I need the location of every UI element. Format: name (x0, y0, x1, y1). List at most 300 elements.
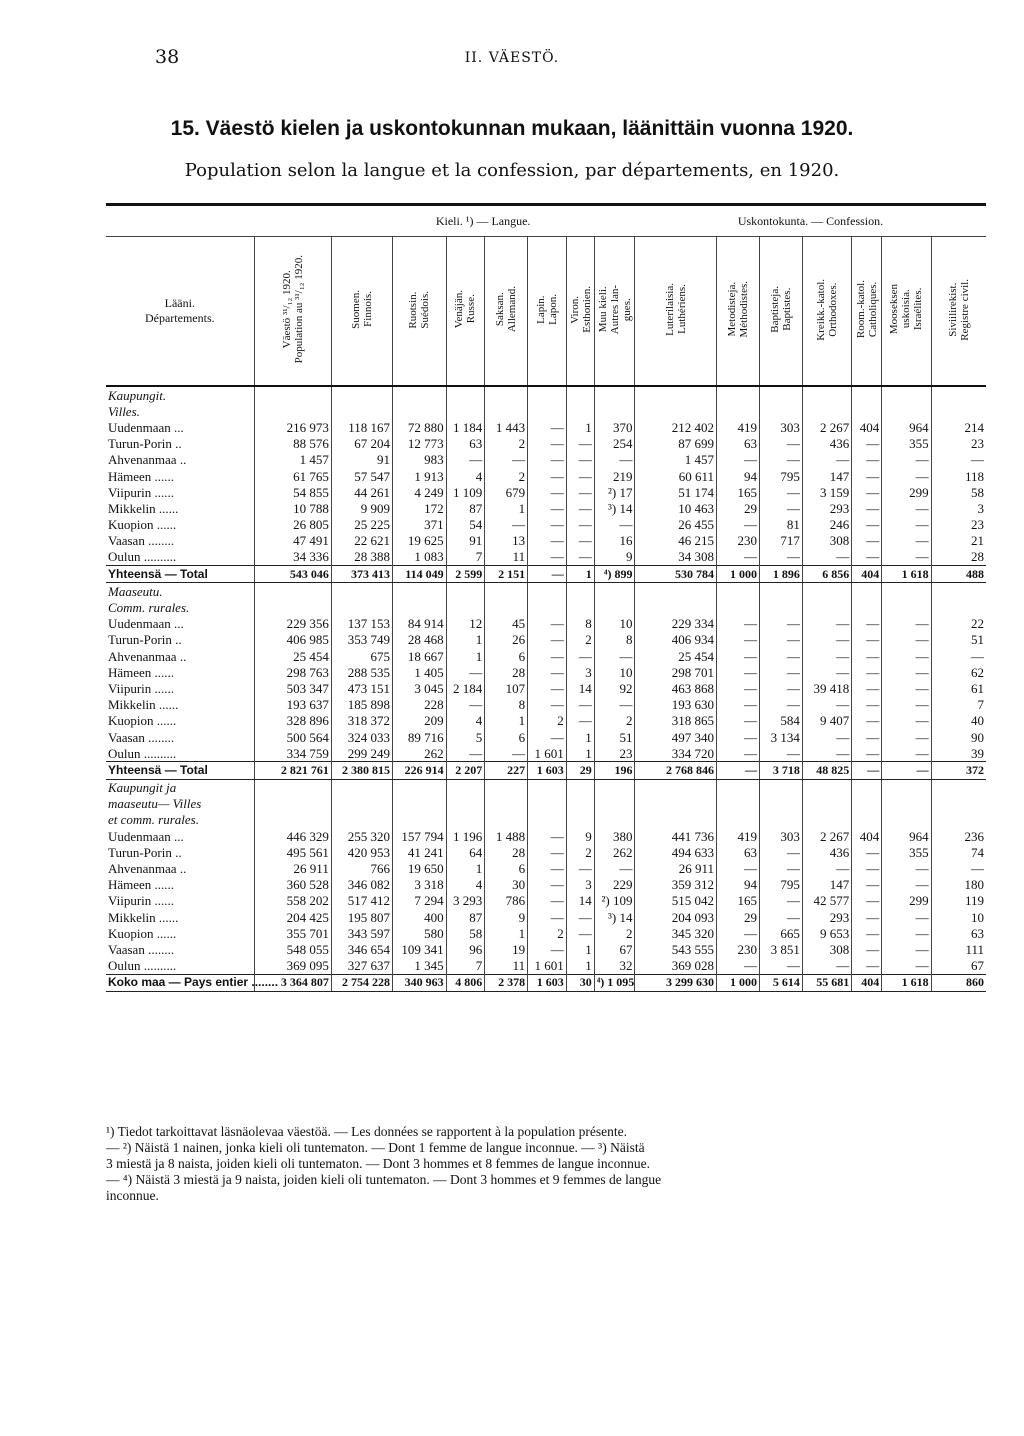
table-cell: 3 718 (759, 762, 802, 779)
row-label: Oulun .......... (108, 958, 177, 974)
table-cell: 63 (446, 436, 485, 452)
table-cell: — (528, 909, 567, 925)
table-cell: — (759, 860, 802, 876)
table-cell: — (759, 549, 802, 566)
table-cell: 230 (717, 941, 760, 957)
table-cell: 28 (485, 664, 528, 680)
row-label: Uudenmaan ... (108, 828, 184, 844)
table-cell: 165 (717, 484, 760, 500)
table-cell: 497 340 (635, 729, 717, 745)
table-cell: 404 (852, 419, 882, 435)
table-cell: 54 855 (254, 484, 331, 500)
table-cell: — (717, 860, 760, 876)
table-cell: 419 (717, 419, 760, 435)
table-cell: — (852, 632, 882, 648)
table-cell: — (882, 533, 931, 549)
footnote-line: inconnue. (106, 1188, 159, 1203)
table-cell: 32 (594, 958, 635, 975)
table-cell: 679 (485, 484, 528, 500)
table-cell: 1 (566, 419, 594, 435)
table-cell: — (802, 958, 851, 975)
col-header-civil-register: Siviilirekist. Registre civil. (931, 237, 986, 387)
table-cell: 72 880 (392, 419, 446, 435)
table-row (106, 909, 986, 925)
table-row (106, 745, 986, 762)
table-cell: — (852, 713, 882, 729)
section-heading-row (106, 386, 986, 403)
table-row (106, 925, 986, 941)
table-cell: 353 749 (331, 632, 392, 648)
table-cell: 44 261 (331, 484, 392, 500)
table-cell: 795 (759, 468, 802, 484)
table-cell: 3 299 630 (635, 974, 717, 991)
table-cell: 26 805 (254, 517, 331, 533)
table-cell: — (852, 745, 882, 762)
table-cell: 1 109 (446, 484, 485, 500)
table-cell: 463 868 (635, 680, 717, 696)
table-row (106, 452, 986, 468)
table-cell: 373 413 (331, 566, 392, 583)
table-cell: 340 963 (392, 974, 446, 991)
table-cell: — (882, 549, 931, 566)
table-cell: 324 033 (331, 729, 392, 745)
laani-label: Lääni. (164, 296, 195, 310)
table-cell: 118 (931, 468, 986, 484)
table-cell: — (852, 500, 882, 516)
table-cell: 12 773 (392, 436, 446, 452)
col-header-jewish: Mooseksen uskoisia. Israélites. (882, 237, 931, 387)
table-cell: — (852, 729, 882, 745)
section-heading: Villes. (108, 403, 140, 419)
table-cell: 3 (566, 877, 594, 893)
table-cell: — (566, 860, 594, 876)
row-label: Yhteensä — Total (106, 566, 254, 583)
row-label: Ahvenanmaa .. (108, 452, 187, 468)
table-cell: 786 (485, 893, 528, 909)
table-cell: 1 (446, 860, 485, 876)
table-cell: — (759, 616, 802, 632)
table-cell: 246 (802, 517, 851, 533)
table-cell: 1 488 (485, 828, 528, 844)
col-header-estonian: Viron. Esthonien. (566, 237, 594, 387)
table-row (106, 648, 986, 664)
table-cell: 81 (759, 517, 802, 533)
table-cell: 39 (931, 745, 986, 762)
table-cell: 517 412 (331, 893, 392, 909)
table-cell: 303 (759, 419, 802, 435)
table-cell: 1 (446, 648, 485, 664)
table-cell: — (802, 697, 851, 713)
table-cell: — (852, 533, 882, 549)
table-cell: — (759, 909, 802, 925)
table-cell: 1 000 (717, 566, 760, 583)
table-row (106, 941, 986, 957)
table-cell: — (528, 436, 567, 452)
table-cell: — (882, 909, 931, 925)
table-cell: 2 599 (446, 566, 485, 583)
table-cell: 406 934 (635, 632, 717, 648)
table-cell: — (802, 632, 851, 648)
table-cell: 343 597 (331, 925, 392, 941)
table-cell: 55 681 (802, 974, 851, 991)
table-cell: 334 759 (254, 745, 331, 762)
row-label: Hämeen ...... (108, 664, 175, 680)
table-cell: 91 (331, 452, 392, 468)
table-cell: 404 (852, 566, 882, 583)
table-cell: — (802, 452, 851, 468)
table-cell: — (882, 616, 931, 632)
table-cell: 1 (566, 745, 594, 762)
table-cell: 500 564 (254, 729, 331, 745)
table-cell: 9 909 (331, 500, 392, 516)
table-cell: 90 (931, 729, 986, 745)
col-header-german: Saksan. Allemand. (485, 237, 528, 387)
table-cell: — (528, 517, 567, 533)
table-cell: — (852, 941, 882, 957)
table-cell: 1 601 (528, 745, 567, 762)
table-row (106, 517, 986, 533)
table-cell: 3 134 (759, 729, 802, 745)
table-cell: 214 (931, 419, 986, 435)
table-cell: — (528, 860, 567, 876)
table-cell: ²) 109 (594, 893, 635, 909)
table-cell: — (852, 909, 882, 925)
table-cell: — (852, 860, 882, 876)
table-cell: — (528, 877, 567, 893)
table-cell: 88 576 (254, 436, 331, 452)
table-cell: 2 (528, 713, 567, 729)
table-cell: 92 (594, 680, 635, 696)
table-cell: 2 (566, 632, 594, 648)
table-cell: — (485, 452, 528, 468)
table-cell: — (882, 941, 931, 957)
table-cell: 26 911 (635, 860, 717, 876)
table-cell: 964 (882, 419, 931, 435)
table-cell: 370 (594, 419, 635, 435)
row-label: Turun-Porin .. (108, 632, 182, 648)
table-cell: — (528, 419, 567, 435)
table-cell: 14 (566, 680, 594, 696)
table-cell: 372 (931, 762, 986, 779)
table-cell: 795 (759, 877, 802, 893)
table-row (106, 419, 986, 435)
table-cell: 254 (594, 436, 635, 452)
table-cell: 380 (594, 828, 635, 844)
department-header (106, 237, 254, 387)
table-cell: 10 (594, 616, 635, 632)
table-cell: 530 784 (635, 566, 717, 583)
table-cell: 87 (446, 909, 485, 925)
table-cell: 8 (594, 632, 635, 648)
table-cell: 1 (566, 958, 594, 975)
table-cell: 9 (566, 828, 594, 844)
table-cell: 3 364 807 (254, 974, 331, 991)
table-cell: 299 249 (331, 745, 392, 762)
col-header-russian: Venäjän. Russe. (446, 237, 485, 387)
table-cell: 30 (485, 877, 528, 893)
table-cell: 16 (594, 533, 635, 549)
table-cell: 3 851 (759, 941, 802, 957)
col-header-lapp: Lapin. Lapon. (528, 237, 567, 387)
table-cell: 1 618 (882, 974, 931, 991)
table-cell: 3 (566, 664, 594, 680)
table-cell: 30 (566, 974, 594, 991)
table-cell: 359 312 (635, 877, 717, 893)
table-cell: 87 699 (635, 436, 717, 452)
table-cell: — (759, 844, 802, 860)
table-cell: 584 (759, 713, 802, 729)
row-label: Mikkelin ...... (108, 909, 179, 925)
table-cell: — (882, 452, 931, 468)
table-cell: — (852, 616, 882, 632)
table-cell: 9 (485, 909, 528, 925)
table-cell: 47 491 (254, 533, 331, 549)
table-cell: 293 (802, 500, 851, 516)
table-cell: 61 (931, 680, 986, 696)
footnote-line: ¹) Tiedot tarkoittavat läsnäolevaa väestöä. — Les données se rapportent à la population présente. (106, 1124, 628, 1139)
table-cell: 84 914 (392, 616, 446, 632)
table-cell: — (852, 762, 882, 779)
table-cell: — (594, 648, 635, 664)
table-cell: 118 167 (331, 419, 392, 435)
table-cell: 419 (717, 828, 760, 844)
row-label: Yhteensä — Total (106, 762, 254, 779)
table-cell: 860 (931, 974, 986, 991)
table-cell: 717 (759, 533, 802, 549)
table-cell: — (759, 664, 802, 680)
table-cell: 26 911 (254, 860, 331, 876)
table-cell: 1 (566, 566, 594, 583)
table-cell: 67 204 (331, 436, 392, 452)
table-cell: 543 046 (254, 566, 331, 583)
table-cell: — (566, 500, 594, 516)
table-cell: 13 (485, 533, 528, 549)
table-cell: 3 159 (802, 484, 851, 500)
table-cell: 1 443 (485, 419, 528, 435)
table-cell: 543 555 (635, 941, 717, 957)
table-cell: 299 (882, 484, 931, 500)
table-cell: — (759, 648, 802, 664)
table-cell: — (717, 762, 760, 779)
table-cell: 23 (931, 517, 986, 533)
table-cell: — (852, 893, 882, 909)
table-cell: 1 (485, 925, 528, 941)
table-cell: 355 (882, 844, 931, 860)
column-header-row (106, 237, 986, 387)
table-cell: 29 (717, 909, 760, 925)
section-heading-row (106, 812, 986, 828)
table-row (106, 877, 986, 893)
population-table (106, 203, 986, 992)
table-cell: — (528, 648, 567, 664)
table-row (106, 844, 986, 860)
table-cell: — (802, 549, 851, 566)
table-cell: 328 896 (254, 713, 331, 729)
table-cell: — (446, 452, 485, 468)
table-cell: — (882, 877, 931, 893)
population-header (254, 237, 331, 387)
table-cell: 3 (931, 500, 986, 516)
table-cell: — (566, 436, 594, 452)
table-cell: 5 614 (759, 974, 802, 991)
table-cell: — (528, 566, 567, 583)
table-row (106, 632, 986, 648)
table-cell: 58 (446, 925, 485, 941)
row-label: Koko maa — Pays entier ........ (106, 974, 254, 991)
table-cell: 29 (717, 500, 760, 516)
col-header-catholic: Room.-katol. Catholiques. (852, 237, 882, 387)
table-row (106, 436, 986, 452)
table-cell: 12 (446, 616, 485, 632)
table-row (106, 713, 986, 729)
table-cell: — (882, 500, 931, 516)
table-cell: 7 (446, 958, 485, 975)
table-cell: — (852, 517, 882, 533)
table-cell: — (759, 958, 802, 975)
table-cell: 180 (931, 877, 986, 893)
table-cell: 165 (717, 893, 760, 909)
table-cell: — (882, 925, 931, 941)
table-cell: 400 (392, 909, 446, 925)
table-cell: 436 (802, 436, 851, 452)
table-cell: 212 402 (635, 419, 717, 435)
table-cell: 111 (931, 941, 986, 957)
table-cell: 1 405 (392, 664, 446, 680)
table-cell: — (528, 941, 567, 957)
table-cell: 436 (802, 844, 851, 860)
table-cell: 964 (882, 828, 931, 844)
table-cell: — (566, 549, 594, 566)
table-cell: — (566, 468, 594, 484)
table-row (106, 893, 986, 909)
table-cell: 308 (802, 941, 851, 957)
table-cell: 262 (594, 844, 635, 860)
row-label: Oulun .......... (108, 549, 177, 565)
table-cell: 28 468 (392, 632, 446, 648)
table-cell: — (485, 517, 528, 533)
table-cell: 94 (717, 468, 760, 484)
table-cell: 204 425 (254, 909, 331, 925)
total-row (106, 974, 986, 991)
table-cell: 19 650 (392, 860, 446, 876)
table-cell: ³) 14 (594, 909, 635, 925)
table-cell: — (566, 452, 594, 468)
table-cell: — (802, 616, 851, 632)
table-cell: 28 (931, 549, 986, 566)
table-cell: ⁴) 1 095 (594, 974, 635, 991)
table-cell: 230 (717, 533, 760, 549)
table-cell: 4 249 (392, 484, 446, 500)
table-cell: — (566, 713, 594, 729)
table-cell: — (802, 664, 851, 680)
table-cell: 4 (446, 877, 485, 893)
table-body (106, 386, 986, 991)
table-cell: 345 320 (635, 925, 717, 941)
table-cell: 61 765 (254, 468, 331, 484)
table-cell: — (566, 484, 594, 500)
table-cell: 334 720 (635, 745, 717, 762)
table-cell: 1 184 (446, 419, 485, 435)
table-cell: — (882, 632, 931, 648)
table-cell: — (594, 860, 635, 876)
table-cell: 11 (485, 958, 528, 975)
table-cell: 226 914 (392, 762, 446, 779)
table-cell: 1 457 (635, 452, 717, 468)
table-cell: 4 806 (446, 974, 485, 991)
table-cell: 28 388 (331, 549, 392, 566)
table-cell: 1 913 (392, 468, 446, 484)
row-label: Mikkelin ...... (108, 697, 179, 713)
section-heading: Kaupungit. (108, 387, 167, 403)
table-cell: — (882, 697, 931, 713)
table-cell: 355 701 (254, 925, 331, 941)
table-cell: — (528, 893, 567, 909)
row-label: Ahvenanmaa .. (108, 861, 187, 877)
page-number: 38 (155, 46, 180, 68)
table-row (106, 616, 986, 632)
row-label: Hämeen ...... (108, 468, 175, 484)
table-cell: 9 (594, 549, 635, 566)
table-cell: — (717, 680, 760, 696)
table-cell: — (759, 436, 802, 452)
row-label: Uudenmaan ... (108, 616, 184, 632)
table-cell: 2 207 (446, 762, 485, 779)
table-cell: 42 577 (802, 893, 851, 909)
table-row (106, 828, 986, 844)
table-cell: 360 528 (254, 877, 331, 893)
table-cell: — (882, 762, 931, 779)
col-header-finnish: Suomen. Finnois. (331, 237, 392, 387)
table-cell: 299 (882, 893, 931, 909)
table-cell: — (717, 958, 760, 975)
table-cell: 1 (485, 500, 528, 516)
table-cell: — (528, 828, 567, 844)
row-label: Viipurin ...... (108, 680, 175, 696)
table-cell: — (446, 697, 485, 713)
col-header-baptist: Baptisteja. Baptistes. (759, 237, 802, 387)
confession-group-header: Uskontokunta. — Confession. (635, 205, 986, 237)
table-cell: — (802, 648, 851, 664)
table-cell: — (931, 860, 986, 876)
table-cell: — (882, 745, 931, 762)
table-cell: — (882, 958, 931, 975)
table-cell: 308 (802, 533, 851, 549)
table-cell: — (485, 745, 528, 762)
table-cell: 209 (392, 713, 446, 729)
table-cell: 558 202 (254, 893, 331, 909)
table-row (106, 549, 986, 566)
pop-label-fi: Väestö ³¹/₁₂ 1920. (280, 270, 293, 349)
table-cell: 355 (882, 436, 931, 452)
table-cell: — (882, 713, 931, 729)
table-cell: 9 653 (802, 925, 851, 941)
section-heading: Kaupungit ja (108, 780, 177, 796)
table-cell: — (528, 533, 567, 549)
table-cell: 327 637 (331, 958, 392, 975)
table-cell: 29 (566, 762, 594, 779)
table-cell: ³) 14 (594, 500, 635, 516)
row-label: Oulun .......... (108, 745, 177, 761)
row-label: Vaasan ........ (108, 729, 175, 745)
table-cell: — (528, 729, 567, 745)
table-cell: 63 (717, 844, 760, 860)
table-cell: 1 083 (392, 549, 446, 566)
table-cell: 64 (446, 844, 485, 860)
table-cell: 11 (485, 549, 528, 566)
table-cell: 51 (594, 729, 635, 745)
table-cell: — (446, 745, 485, 762)
table-cell: — (528, 697, 567, 713)
